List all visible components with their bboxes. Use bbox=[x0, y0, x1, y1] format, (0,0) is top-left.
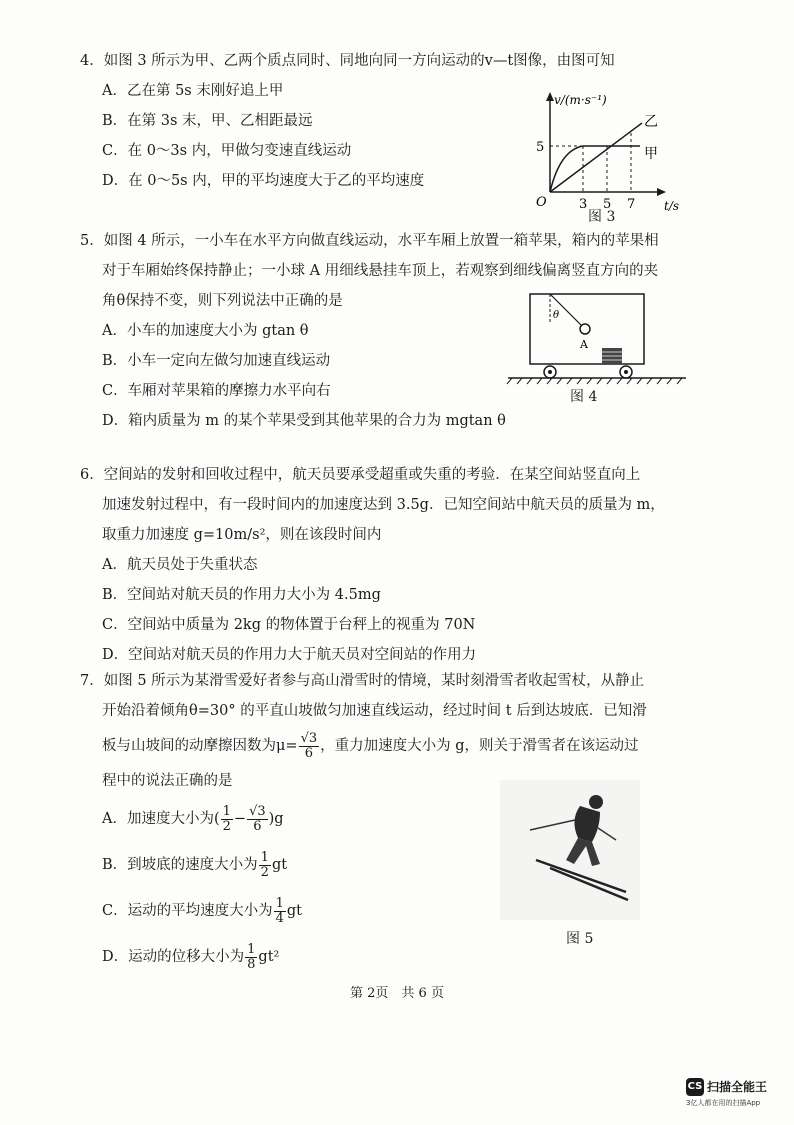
figure-5-caption: 图 5 bbox=[566, 931, 594, 947]
x-axis-label: t/s bbox=[664, 199, 680, 213]
figure-3-caption: 图 3 bbox=[588, 209, 616, 225]
angle-label: θ bbox=[553, 310, 560, 321]
q5-option-a: A．小车的加速度大小为 gtan θ bbox=[102, 323, 309, 339]
q6-option-d: D．空间站对航天员的作用力大于航天员对空间站的作用力 bbox=[102, 647, 477, 663]
series-jia-label: 甲 bbox=[644, 146, 658, 162]
y-axis-label: v/(m·s⁻¹) bbox=[554, 93, 607, 107]
q7-option-a-suffix: )g bbox=[268, 811, 284, 827]
page-footer: 第 2页 共 6 页 bbox=[350, 986, 444, 1001]
q7-mu-prefix: 板与山坡间的动摩擦因数为μ= bbox=[102, 738, 298, 754]
scanner-watermark bbox=[686, 1076, 794, 1108]
cs-logo-icon: CS bbox=[686, 1078, 704, 1096]
q7-stem-line-1: 7．如图 5 所示为某滑雪爱好者参与高山滑雪时的情境，某时刻滑雪者收起雪杖，从静止 bbox=[80, 673, 645, 689]
q7-mu-fraction bbox=[299, 732, 320, 761]
fraction-denominator: 4 bbox=[275, 910, 284, 926]
figure-5-skier-photo bbox=[500, 780, 640, 920]
q4-option-a: A．乙在第 5s 末刚好追上甲 bbox=[102, 83, 284, 99]
figure-4-cart bbox=[500, 288, 690, 388]
ball-a bbox=[580, 324, 590, 334]
q7-option-d-prefix: D．运动的位移大小为 bbox=[102, 949, 245, 965]
watermark-name: 扫描全能王 bbox=[707, 1080, 768, 1094]
x-tick-5: 5 bbox=[603, 197, 612, 212]
q6-option-a: A．航天员处于失重状态 bbox=[102, 557, 258, 573]
q5-option-d: D．箱内质量为 m 的某个苹果受到其他苹果的合力为 mgtan θ bbox=[102, 413, 506, 429]
q5-option-c: C．车厢对苹果箱的摩擦力水平向右 bbox=[102, 383, 331, 399]
q6-stem-line-2: 加速发射过程中，有一段时间内的加速度达到 3.5g．已知空间站中航天员的质量为 m， bbox=[102, 497, 665, 513]
fraction-numerator: 1 bbox=[247, 941, 256, 957]
question-6 bbox=[80, 460, 665, 670]
fraction-numerator: 1 bbox=[275, 895, 284, 911]
ball-label: A bbox=[580, 338, 588, 351]
figure-4-caption: 图 4 bbox=[570, 389, 598, 405]
q7-option-d bbox=[80, 934, 647, 980]
watermark-subtitle: 3亿人都在用的扫描App bbox=[686, 1098, 761, 1107]
q5-stem-line-2: 对于车厢始终保持静止；一小球 A 用细线悬挂车顶上，若观察到细线偏离竖直方向的夹 bbox=[102, 263, 659, 279]
fraction-numerator: √3 bbox=[249, 803, 266, 819]
y-axis-arrow bbox=[546, 92, 554, 101]
series-yi-line bbox=[550, 123, 642, 192]
q7-stem-line-3 bbox=[80, 726, 647, 766]
origin-label: O bbox=[536, 195, 547, 210]
q7-option-a-fraction-1 bbox=[221, 805, 233, 834]
q6-option-b: B．空间站对航天员的作用力大小为 4.5mg bbox=[102, 587, 381, 603]
q7-mu-denominator: 6 bbox=[304, 745, 313, 761]
series-jia-curve bbox=[550, 146, 640, 192]
q7-option-a-fraction-2 bbox=[247, 805, 268, 834]
q6-stem-line-1: 6．空间站的发射和回收过程中，航天员要承受超重或失重的考验．在某空间站竖直向上 bbox=[80, 467, 641, 483]
minus-sign: − bbox=[233, 811, 247, 827]
q7-option-c-prefix: C．运动的平均速度大小为 bbox=[102, 903, 273, 919]
x-tick-7: 7 bbox=[627, 197, 636, 212]
q6-stem-line-3: 取重力加速度 g=10m/s²，则在该段时间内 bbox=[102, 527, 382, 543]
q7-option-d-fraction bbox=[245, 943, 257, 972]
cart-body bbox=[530, 294, 644, 364]
q7-stem-line-4: 程中的说法正确的是 bbox=[102, 773, 233, 789]
fraction-numerator: 1 bbox=[222, 803, 231, 819]
q5-stem-line-1: 5．如图 4 所示，一小车在水平方向做直线运动，水平车厢上放置一箱苹果，箱内的苹果相 bbox=[80, 233, 659, 249]
q7-option-b-suffix: gt bbox=[271, 857, 288, 873]
q7-mu-suffix: ，重力加速度大小为 g，则关于滑雪者在该运动过 bbox=[320, 738, 639, 754]
skier-head bbox=[589, 795, 603, 809]
ground-hatch bbox=[507, 378, 682, 384]
x-axis-arrow bbox=[657, 188, 666, 196]
fraction-denominator: 6 bbox=[253, 818, 262, 834]
fraction-denominator: 2 bbox=[222, 818, 231, 834]
q7-option-d-suffix: gt² bbox=[258, 949, 280, 965]
q6-option-c: C．空间站中质量为 2kg 的物体置于台秤上的视重为 70N bbox=[102, 617, 476, 633]
q5-stem-line-3: 角θ保持不变，则下列说法中正确的是 bbox=[102, 293, 343, 309]
q7-option-c-suffix: gt bbox=[286, 903, 302, 919]
q7-stem-line-2: 开始沿着倾角θ=30° 的平直山坡做匀加速直线运动，经过时间 t 后到达坡底．已知滑 bbox=[102, 703, 647, 719]
series-yi-label: 乙 bbox=[644, 114, 658, 130]
fraction-numerator: 1 bbox=[260, 849, 269, 865]
y-tick-5: 5 bbox=[536, 140, 545, 155]
fraction-denominator: 2 bbox=[260, 864, 269, 880]
q7-option-a-prefix: A．加速度大小为( bbox=[102, 811, 220, 827]
q7-option-b-fraction bbox=[259, 851, 271, 880]
q5-option-b: B．小车一定向左做匀加速直线运动 bbox=[102, 353, 331, 369]
q7-option-c-fraction bbox=[274, 897, 286, 926]
x-tick-3: 3 bbox=[579, 197, 588, 212]
q7-option-b-prefix: B．到坡底的速度大小为 bbox=[102, 857, 258, 873]
q4-stem: 4．如图 3 所示为甲、乙两个质点同时、同地向同一方向运动的v—t图像，由图可知 bbox=[80, 53, 615, 69]
fraction-denominator: 8 bbox=[247, 956, 256, 972]
q4-option-b: B．在第 3s 末，甲、乙相距最远 bbox=[102, 113, 313, 129]
q7-mu-numerator: √3 bbox=[300, 730, 318, 746]
q4-option-d: D．在 0～5s 内，甲的平均速度大于乙的平均速度 bbox=[102, 173, 425, 189]
q4-option-c: C．在 0～3s 内，甲做匀变速直线运动 bbox=[102, 143, 352, 159]
apple-box bbox=[602, 348, 622, 364]
